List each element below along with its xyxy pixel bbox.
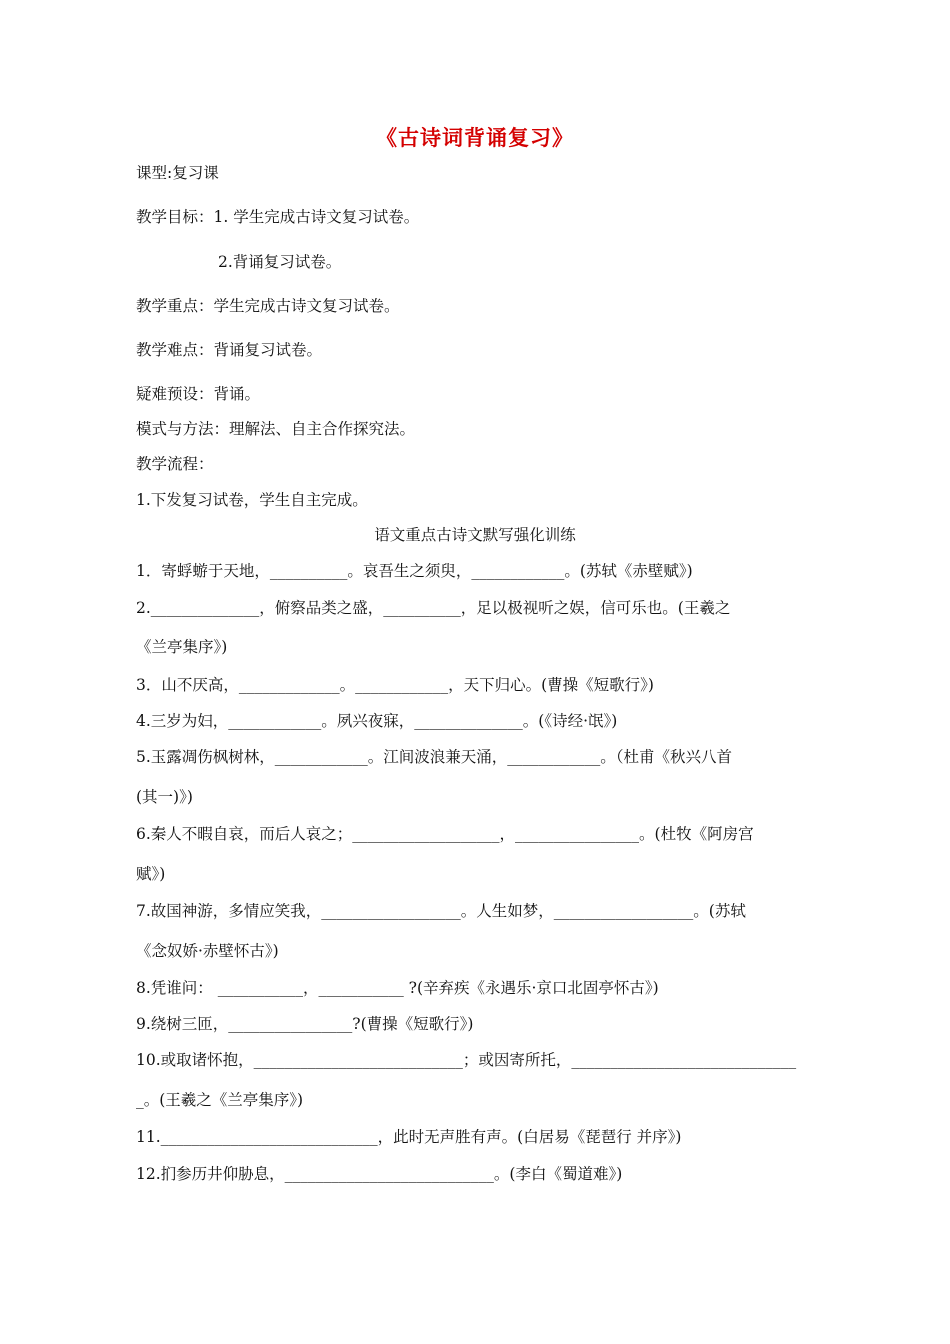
anticipated-difficulty: 疑难预设：背诵。 — [136, 385, 261, 403]
exercise-line: 1．寄蜉蝣于天地，__________。哀吾生之须臾，____________。(苏轼《赤壁赋》) — [136, 562, 693, 580]
document-title: 《古诗词背诵复习》 — [376, 125, 574, 150]
teaching-goal-1: 教学目标：1. 学生完成古诗文复习试卷。 — [136, 208, 420, 226]
exercise-line: 7.故国神游，多情应笑我，__________________。人生如梦，__________________。(苏轼 — [136, 902, 746, 920]
exercise-line: 5.玉露凋伤枫树林，____________。江间波浪兼天涌，____________。（杜甫《秋兴八首 — [136, 748, 733, 766]
section-title: 语文重点古诗文默写强化训练 — [374, 526, 576, 544]
exercise-line: 2.______________，俯察品类之盛，__________，足以极视听之娱，信可乐也。(王羲之 — [136, 599, 731, 617]
exercise-line: 4.三岁为妇，____________。夙兴夜寐，______________。(《诗经·氓》) — [136, 712, 618, 730]
exercise-line: 6.秦人不暇自哀，而后人哀之；___________________，________________。(杜牧《阿房宫 — [136, 825, 754, 843]
teaching-difficulty: 教学难点：背诵复习试卷。 — [136, 341, 323, 359]
teaching-process-label: 教学流程： — [136, 455, 214, 473]
teaching-focus: 教学重点：学生完成古诗文复习试卷。 — [136, 297, 400, 315]
exercise-line: (其一)》) — [136, 788, 193, 806]
exercise-line: 8.凭谁问： ___________，___________ ?(辛弃疾《永遇乐·京口北固亭怀古》) — [136, 979, 659, 997]
course-type: 课型:复习课 — [136, 164, 219, 182]
teaching-goal-2: 2.背诵复习试卷。 — [218, 253, 342, 271]
exercise-line: 3．山不厌高，_____________。____________，天下归心。(曹操《短歌行》) — [136, 676, 654, 694]
exercise-line: 《念奴娇·赤壁怀古》) — [136, 942, 279, 960]
exercise-line: 12.扪参历井仰胁息，___________________________。(李白《蜀道难》) — [136, 1165, 623, 1183]
exercise-line: 11.____________________________，此时无声胜有声。(白居易《琵琶行 并序》) — [136, 1128, 682, 1146]
exercise-line: 赋》) — [136, 865, 166, 883]
mode-and-method: 模式与方法：理解法、自主合作探究法。 — [136, 420, 416, 438]
exercise-line: 10.或取诸怀抱，___________________________；或因寄所托，_____________________________ — [136, 1051, 797, 1069]
exercise-line: 《兰亭集序》) — [136, 638, 228, 656]
process-step-1: 1.下发复习试卷，学生自主完成。 — [136, 491, 368, 509]
exercise-line: 9.绕树三匝，________________?(曹操《短歌行》) — [136, 1015, 474, 1033]
exercise-line: _。(王羲之《兰亭集序》) — [136, 1091, 304, 1109]
